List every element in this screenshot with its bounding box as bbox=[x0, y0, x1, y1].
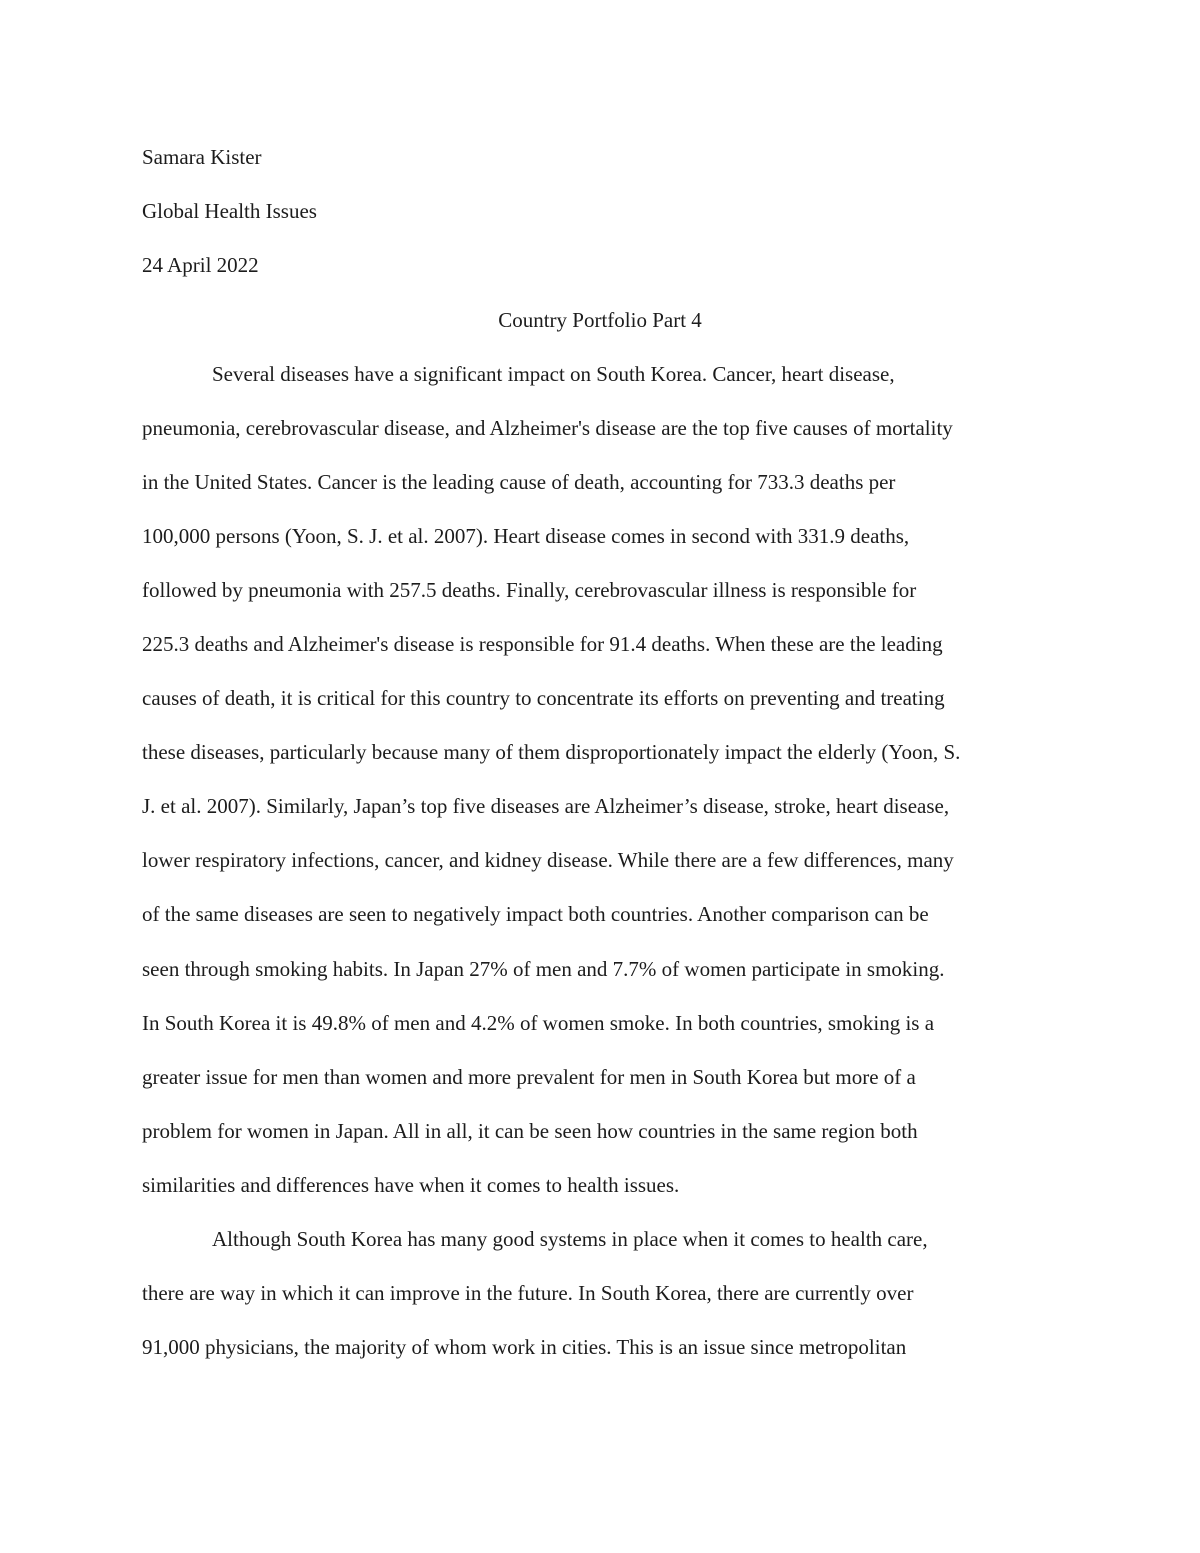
paragraph-line: lower respiratory infections, cancer, and kidney disease. While there are a few differences, many bbox=[142, 848, 954, 872]
paragraph-line: J. et al. 2007). Similarly, Japan’s top five diseases are Alzheimer’s disease, stroke, heart disease, bbox=[142, 794, 950, 818]
paragraph-line: 225.3 deaths and Alzheimer's disease is responsible for 91.4 deaths. When these are the leading bbox=[142, 632, 943, 656]
paragraph-line: followed by pneumonia with 257.5 deaths. Finally, cerebrovascular illness is responsible for bbox=[142, 578, 917, 602]
paragraph-line: similarities and differences have when it comes to health issues. bbox=[142, 1173, 680, 1197]
paragraph-line: 100,000 persons (Yoon, S. J. et al. 2007). Heart disease comes in second with 331.9 deaths, bbox=[142, 524, 910, 548]
paragraph-line: causes of death, it is critical for this country to concentrate its efforts on preventing and treating bbox=[142, 686, 945, 710]
course-name: Global Health Issues bbox=[142, 199, 317, 223]
paragraph-line: in the United States. Cancer is the leading cause of death, accounting for 733.3 deaths per bbox=[142, 470, 896, 494]
paragraph-line: greater issue for men than women and more prevalent for men in South Korea but more of a bbox=[142, 1065, 916, 1089]
paragraph-line: problem for women in Japan. All in all, it can be seen how countries in the same region both bbox=[142, 1119, 918, 1143]
paragraph-line: these diseases, particularly because many of them disproportionately impact the elderly (Yoon, S. bbox=[142, 740, 961, 764]
paragraph-line: seen through smoking habits. In Japan 27% of men and 7.7% of women participate in smoking. bbox=[142, 957, 945, 981]
document-date: 24 April 2022 bbox=[142, 253, 259, 277]
paragraph-line: In South Korea it is 49.8% of men and 4.2% of women smoke. In both countries, smoking is a bbox=[142, 1011, 935, 1035]
paragraph-line: there are way in which it can improve in the future. In South Korea, there are currently over bbox=[142, 1281, 914, 1305]
paragraph-line: Several diseases have a significant impact on South Korea. Cancer, heart disease, bbox=[212, 362, 895, 386]
paragraph-line: of the same diseases are seen to negatively impact both countries. Another comparison can be bbox=[142, 902, 929, 926]
paragraph-line: 91,000 physicians, the majority of whom work in cities. This is an issue since metropolitan bbox=[142, 1335, 907, 1359]
paragraph-line: Although South Korea has many good systems in place when it comes to health care, bbox=[212, 1227, 928, 1251]
author-name: Samara Kister bbox=[142, 145, 262, 169]
document-title: Country Portfolio Part 4 bbox=[498, 308, 702, 332]
paragraph-line: pneumonia, cerebrovascular disease, and Alzheimer's disease are the top five causes of mortality bbox=[142, 416, 953, 440]
